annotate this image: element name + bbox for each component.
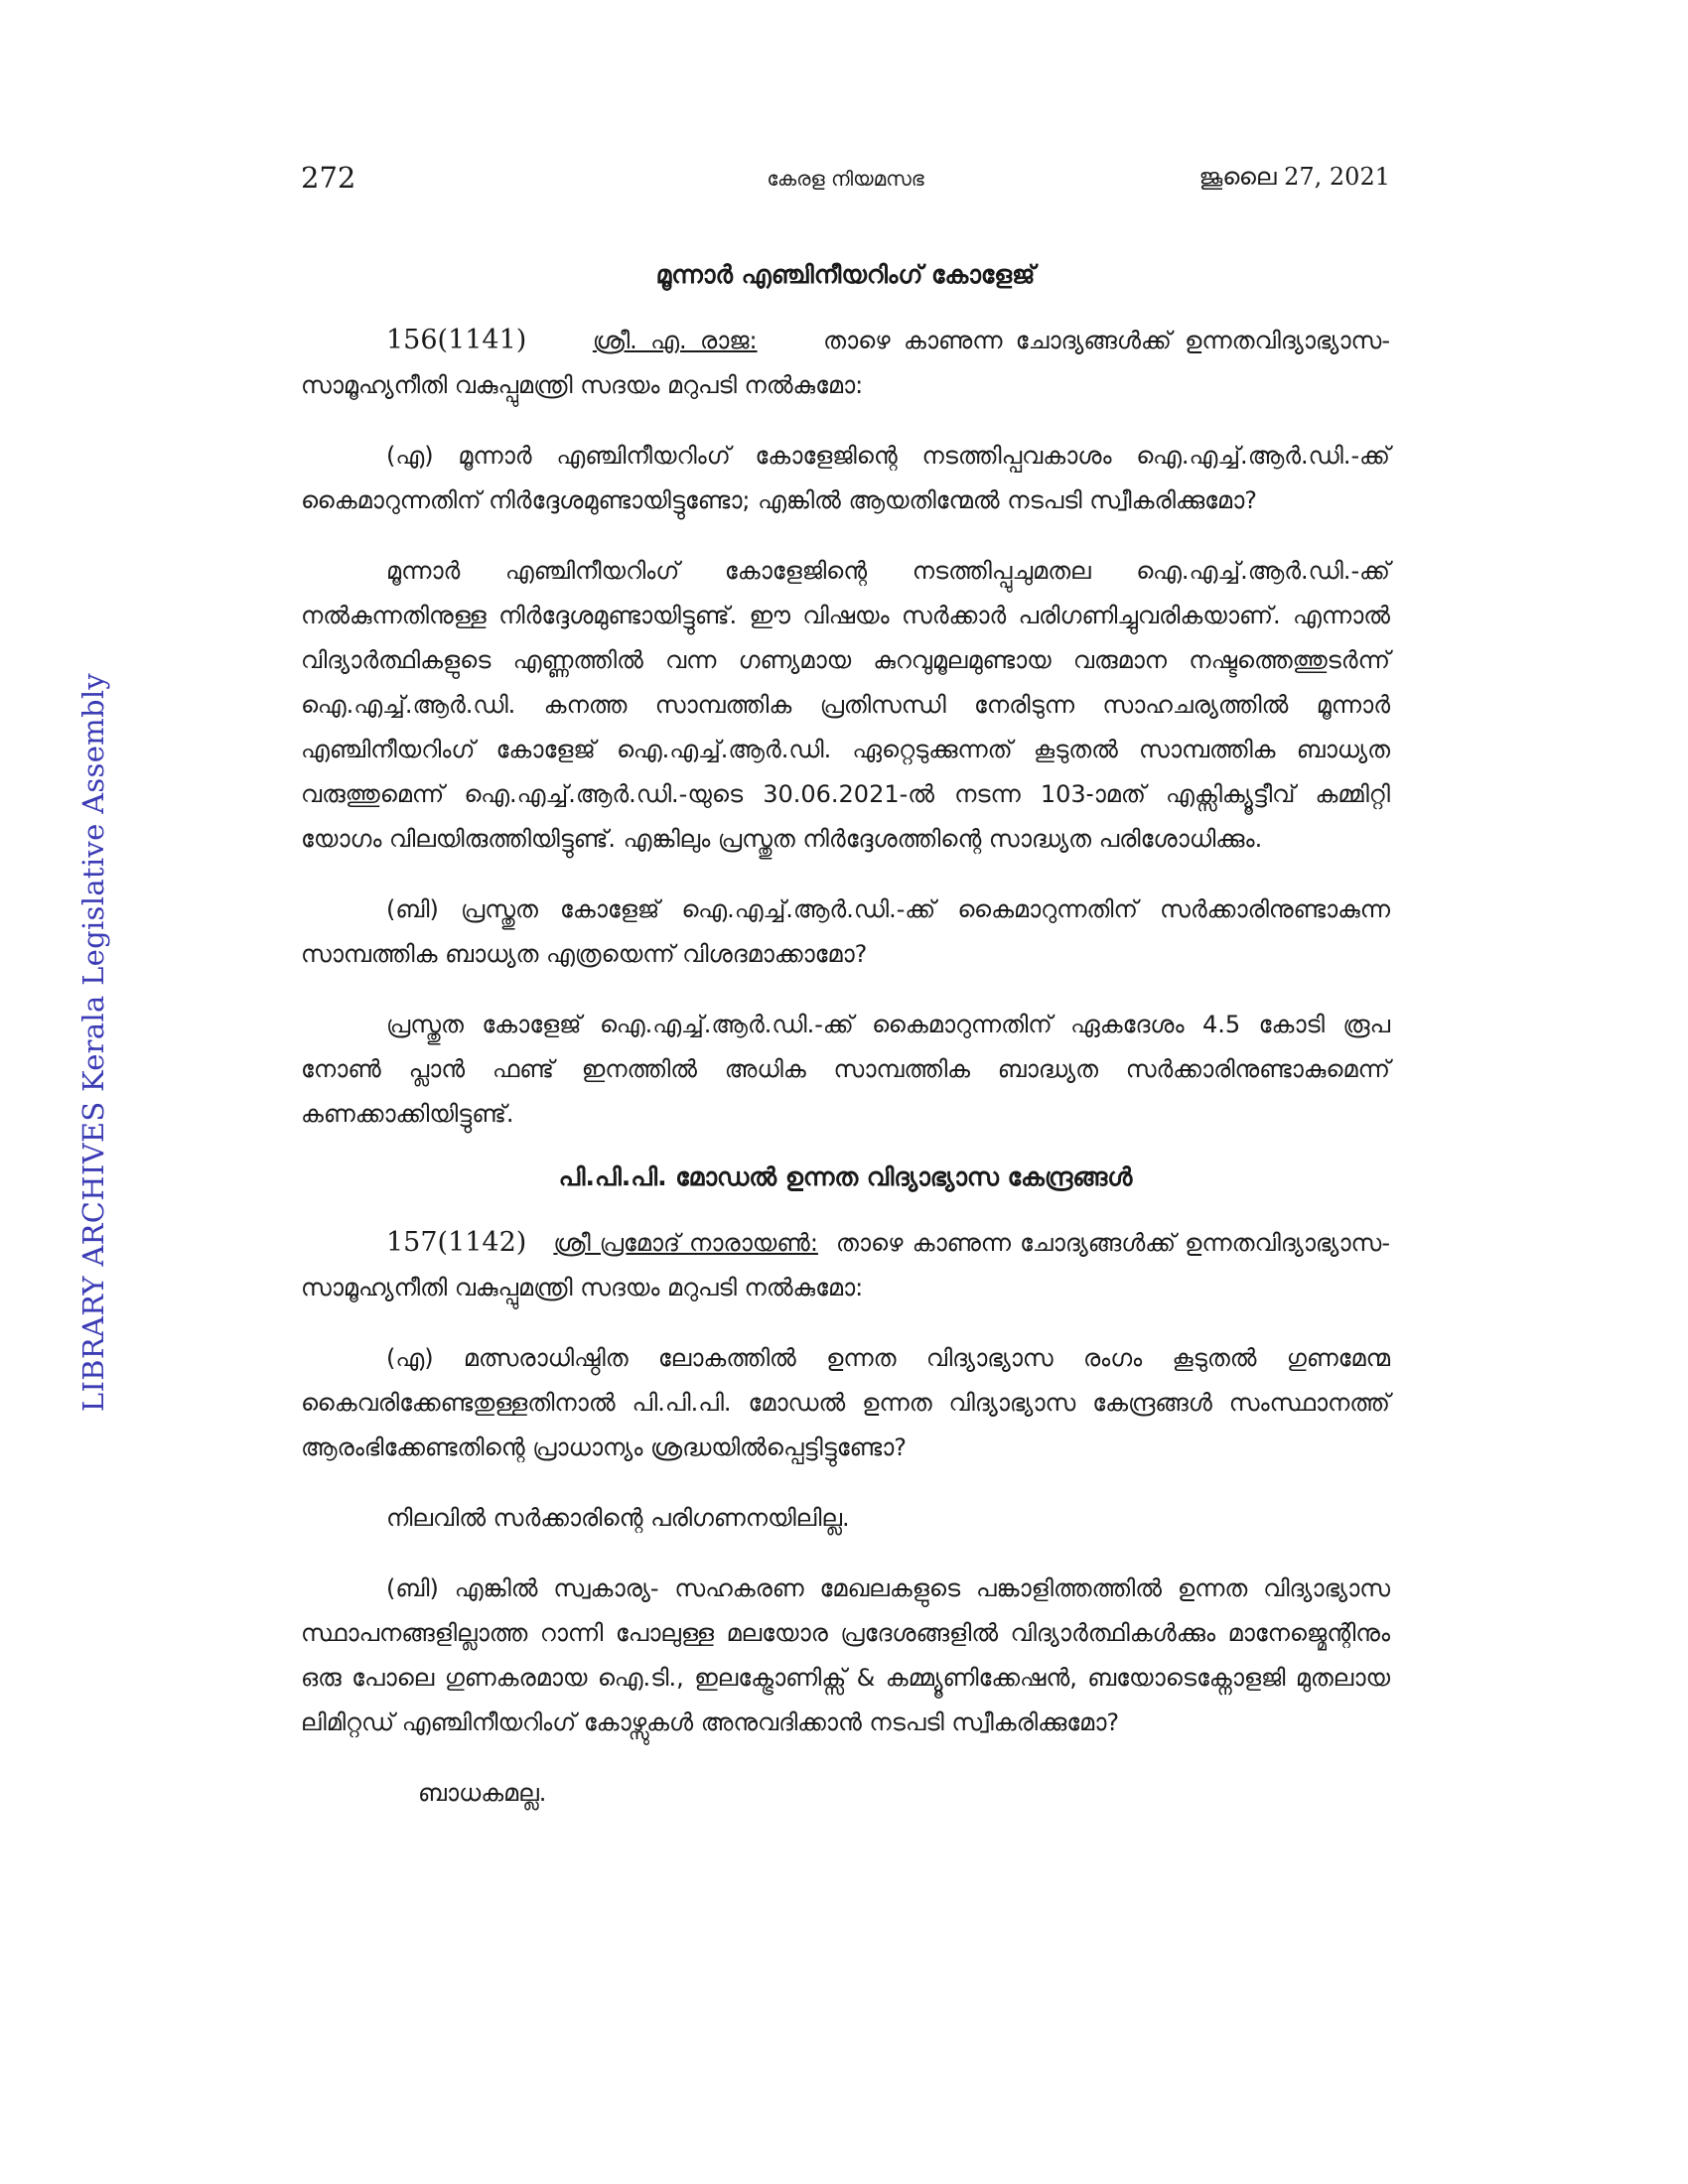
section-title: പി.പി.പി. മോഡൽ ഉന്നത വിദ്യാഭ്യാസ കേന്ദ്രങ്ങൾ: [558, 1162, 1133, 1191]
answer-b: പ്രസ്തുത കോളേജ് ഐ.എച്ച്.ആർ.ഡി.-ക്ക് കൈമാറുന്നതിന് ഏകദേശം 4.5 കോടി രൂപ നോൺ പ്ലാൻ ഫണ്ട് ഇനത്തിൽ അധിക സാമ്പത്തിക ബാദ്ധ്യത സർക്കാരിനുണ്ടാകുമെന്ന് കണക്കാക്കിയിട്ടുണ്ട്.: [301, 1011, 1390, 1128]
question-section: [301, 260, 1390, 1137]
answer-b: ബാധകമല്ല.: [418, 1779, 547, 1807]
question-intro-text: താഴെ കാണുന്ന ചോദ്യങ്ങൾക്ക് ഉന്നതവിദ്യാഭ്യാസ-സാമൂഹ്യനീതി വകുപ്പുമന്ത്രി സദയം മറുപടി നൽകുമോ:: [301, 1229, 1390, 1301]
question-b: (ബി) എങ്കിൽ സ്വകാര്യ- സഹകരണ മേഖലകളുടെ പങ്കാളിത്തത്തിൽ ഉന്നത വിദ്യാഭ്യാസ സ്ഥാപനങ്ങളില്ലാത്ത റാന്നി പോലുള്ള മലയോര പ്രദേശങ്ങളിൽ വിദ്യാർത്ഥികൾക്കും മാനേജ്മെന്റിനും ഒരു പോലെ ഗുണകരമായ ഐ.ടി., ഇലക്ട്രോണിക്സ് & കമ്മ്യൂണിക്കേഷൻ, ബയോടെക്നോളജി മുതലായ ലിമിറ്റഡ് എഞ്ചിനീയറിംഗ് കോഴ്സുകൾ അനുവദിക്കാൻ നടപടി സ്വീകരിക്കുമോ?: [301, 1574, 1390, 1736]
question-intro: [301, 318, 1390, 408]
document-body: [301, 260, 1390, 1816]
question-b: (ബി) പ്രസ്തുത കോളേജ് ഐ.എച്ച്.ആർ.ഡി.-ക്ക് കൈമാറുന്നതിന് സർക്കാരിനുണ്ടാകുന്ന സാമ്പത്തിക ബാധ്യത എത്രയെന്ന് വിശദമാക്കാമോ?: [301, 895, 1390, 968]
member-name: ശ്രീ പ്രമോദ് നാരായൺ:: [553, 1229, 818, 1257]
header-date: ജൂലൈ 27, 2021: [1198, 163, 1390, 191]
question-a: (എ) മത്സരാധിഷ്ഠിത ലോകത്തിൽ ഉന്നത വിദ്യാഭ്യാസ രംഗം കൂടുതൽ ഗുണമേന്മ കൈവരിക്കേണ്ടതുള്ളതിനാൽ പി.പി.പി. മോഡൽ ഉന്നത വിദ്യാഭ്യാസ കേന്ദ്രങ്ങൾ സംസ്ഥാനത്ത് ആരംഭിക്കേണ്ടതിന്റെ പ്രാധാന്യം ശ്രദ്ധയിൽപ്പെട്ടിട്ടുണ്ടോ?: [301, 1344, 1390, 1461]
member-name: ശ്രീ. എ. രാജ:: [592, 327, 758, 354]
question-section: [301, 1162, 1390, 1816]
page-header: [301, 161, 1390, 205]
question-intro-text: താഴെ കാണുന്ന ചോദ്യങ്ങൾക്ക് ഉന്നതവിദ്യാഭ്യാസ-സാമൂഹ്യനീതി വകുപ്പുമന്ത്രി സദയം മറുപടി നൽകുമോ:: [301, 327, 1390, 399]
header-title: കേരള നിയമസഭ: [767, 167, 924, 191]
page-number: 272: [301, 161, 356, 195]
answer-a: മൂന്നാർ എഞ്ചിനീയറിംഗ് കോളേജിന്റെ നടത്തിപ്പുചുമതല ഐ.എച്ച്.ആർ.ഡി.-ക്ക് നൽകുന്നതിനുള്ള നിർദ്ദേശമുണ്ടായിട്ടുണ്ട്. ഈ വിഷയം സർക്കാർ പരിഗണിച്ചുവരികയാണ്. എന്നാൽ വിദ്യാർത്ഥികളുടെ എണ്ണത്തിൽ വന്ന ഗണ്യമായ കുറവുമൂലമുണ്ടായ വരുമാന നഷ്ടത്തെത്തുടർന്ന് ഐ.എച്ച്.ആർ.ഡി. കനത്ത സാമ്പത്തിക പ്രതിസന്ധി നേരിടുന്ന സാഹചര്യത്തിൽ മൂന്നാർ എഞ്ചിനീയറിംഗ് കോളേജ് ഐ.എച്ച്.ആർ.ഡി. ഏറ്റെടുക്കുന്നത് കൂടുതൽ സാമ്പത്തിക ബാധ്യത വരുത്തുമെന്ന് ഐ.എച്ച്.ആർ.ഡി.-യുടെ 30.06.2021-ൽ നടന്ന 103-ാമത് എക്സിക്യൂട്ടീവ് കമ്മിറ്റി യോഗം വിലയിരുത്തിയിട്ടുണ്ട്. എങ്കിലും പ്രസ്തുത നിർദ്ദേശത്തിന്റെ സാദ്ധ്യത പരിശോധിക്കും.: [301, 557, 1390, 853]
question-a: (എ) മൂന്നാർ എഞ്ചിനീയറിംഗ് കോളേജിന്റെ നടത്തിപ്പവകാശം ഐ.എച്ച്.ആർ.ഡി.-ക്ക് കൈമാറുന്നതിന് നിർദ്ദേശമുണ്ടായിട്ടുണ്ടോ; എങ്കിൽ ആയതിന്മേൽ നടപടി സ്വീകരിക്കുമോ?: [301, 442, 1390, 514]
question-number: 157(1142): [386, 1227, 527, 1258]
question-intro: [301, 1220, 1390, 1310]
question-number: 156(1141): [386, 325, 527, 355]
archive-watermark: LIBRARY ARCHIVES Kerala Legislative Assembly: [76, 672, 110, 1413]
answer-a: നിലവിൽ സർക്കാരിന്റെ പരിഗണനയിലില്ല.: [386, 1504, 850, 1532]
section-title: മൂന്നാർ എഞ്ചിനീയറിംഗ് കോളേജ്: [655, 260, 1036, 289]
